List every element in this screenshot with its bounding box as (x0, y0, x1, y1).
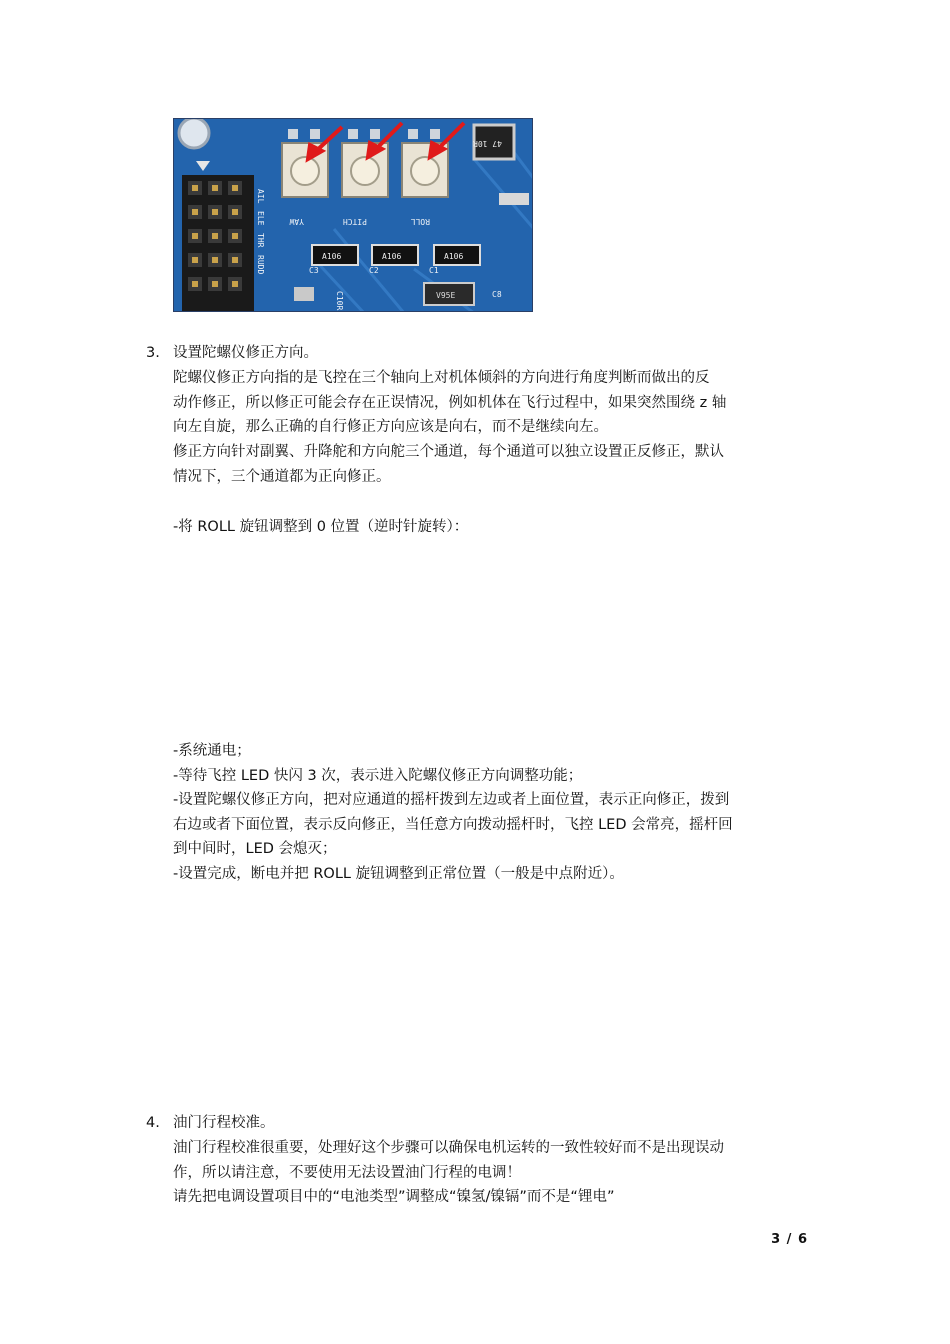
section4-paragraph (173, 1136, 813, 1210)
svg-text:C1: C1 (429, 266, 439, 275)
section4-title: 油门行程校准。 (173, 1115, 275, 1131)
text-line: 向左自旋，那么正确的自行修正方向应该是向右，而不是继续向左。 (173, 419, 608, 435)
svg-text:A106: A106 (444, 252, 464, 261)
svg-text:C3: C3 (309, 266, 319, 275)
flight-controller-photo (173, 118, 533, 312)
text-line: -等待飞控 LED 快闪 3 次，表示进入陀螺仪修正方向调整功能； (173, 767, 583, 784)
text-line: 陀螺仪修正方向指的是飞控在三个轴向上对机体倾斜的方向进行角度判断而做出的反 (173, 370, 710, 386)
text-line: 油门行程校准很重要，处理好这个步骤可以确保电机运转的一致性较好而不是出现误动 (173, 1140, 724, 1156)
section3-title: 设置陀螺仪修正方向。 (173, 345, 318, 361)
page-number: 3 / 6 (771, 1232, 808, 1247)
text-line: 情况下，三个通道都为正向修正。 (173, 468, 391, 485)
text-line: 修正方向针对副翼、升降舵和方向舵三个通道，每个通道可以独立设置正反修正，默认 (173, 444, 724, 460)
svg-text:C8: C8 (492, 290, 502, 299)
text-line: 右边或者下面位置，表示反向修正，当任意方向拨动摇杆时，飞控 LED 会常亮，摇杆回 (173, 816, 733, 833)
text-line: 请先把电调设置项目中的“电池类型”调整成“镍氢/镍镉”而不是“锂电” (173, 1189, 615, 1205)
section3-paragraph-1 (173, 366, 813, 440)
svg-text:ELE: ELE (256, 211, 265, 226)
svg-text:V95E: V95E (436, 291, 456, 300)
svg-text:ROLL: ROLL (410, 217, 430, 226)
svg-text:A106: A106 (382, 252, 402, 261)
text-line: 到中间时，LED 会熄灭； (173, 841, 337, 857)
text-line: -系统通电； (173, 743, 251, 759)
text-line: -设置完成，断电并把 ROLL 旋钮调整到正常位置（一般是中点附近）。 (173, 865, 624, 882)
text-line: 作，所以请注意，不要使用无法设置油门行程的电调！ (173, 1164, 521, 1181)
svg-text:C10R: C10R (335, 291, 344, 311)
text-line: -将 ROLL 旋钮调整到 0 位置（逆时针旋转）： (173, 519, 469, 535)
svg-text:AIL: AIL (256, 189, 265, 204)
svg-text:YAW: YAW (289, 217, 304, 226)
svg-text:RUDD: RUDD (256, 255, 265, 275)
svg-text:47 10R: 47 10R (473, 139, 502, 148)
svg-text:THR: THR (256, 233, 265, 248)
svg-text:PITCH: PITCH (342, 217, 367, 226)
section3-paragraph-2 (173, 440, 813, 489)
section3-steps (173, 739, 813, 886)
section3-step-roll-zero (173, 515, 813, 540)
section4-number: 4. (146, 1115, 160, 1131)
text-line: 动作修正，所以修正可能会存在正误情况，例如机体在飞行过程中，如果突然围绕 z 轴 (173, 394, 727, 411)
svg-text:A106: A106 (322, 252, 342, 261)
svg-text:C2: C2 (369, 266, 379, 275)
section3-number: 3. (146, 345, 160, 361)
text-line: -设置陀螺仪修正方向，把对应通道的摇杆拨到左边或者上面位置，表示正向修正，拨到 (173, 792, 730, 808)
